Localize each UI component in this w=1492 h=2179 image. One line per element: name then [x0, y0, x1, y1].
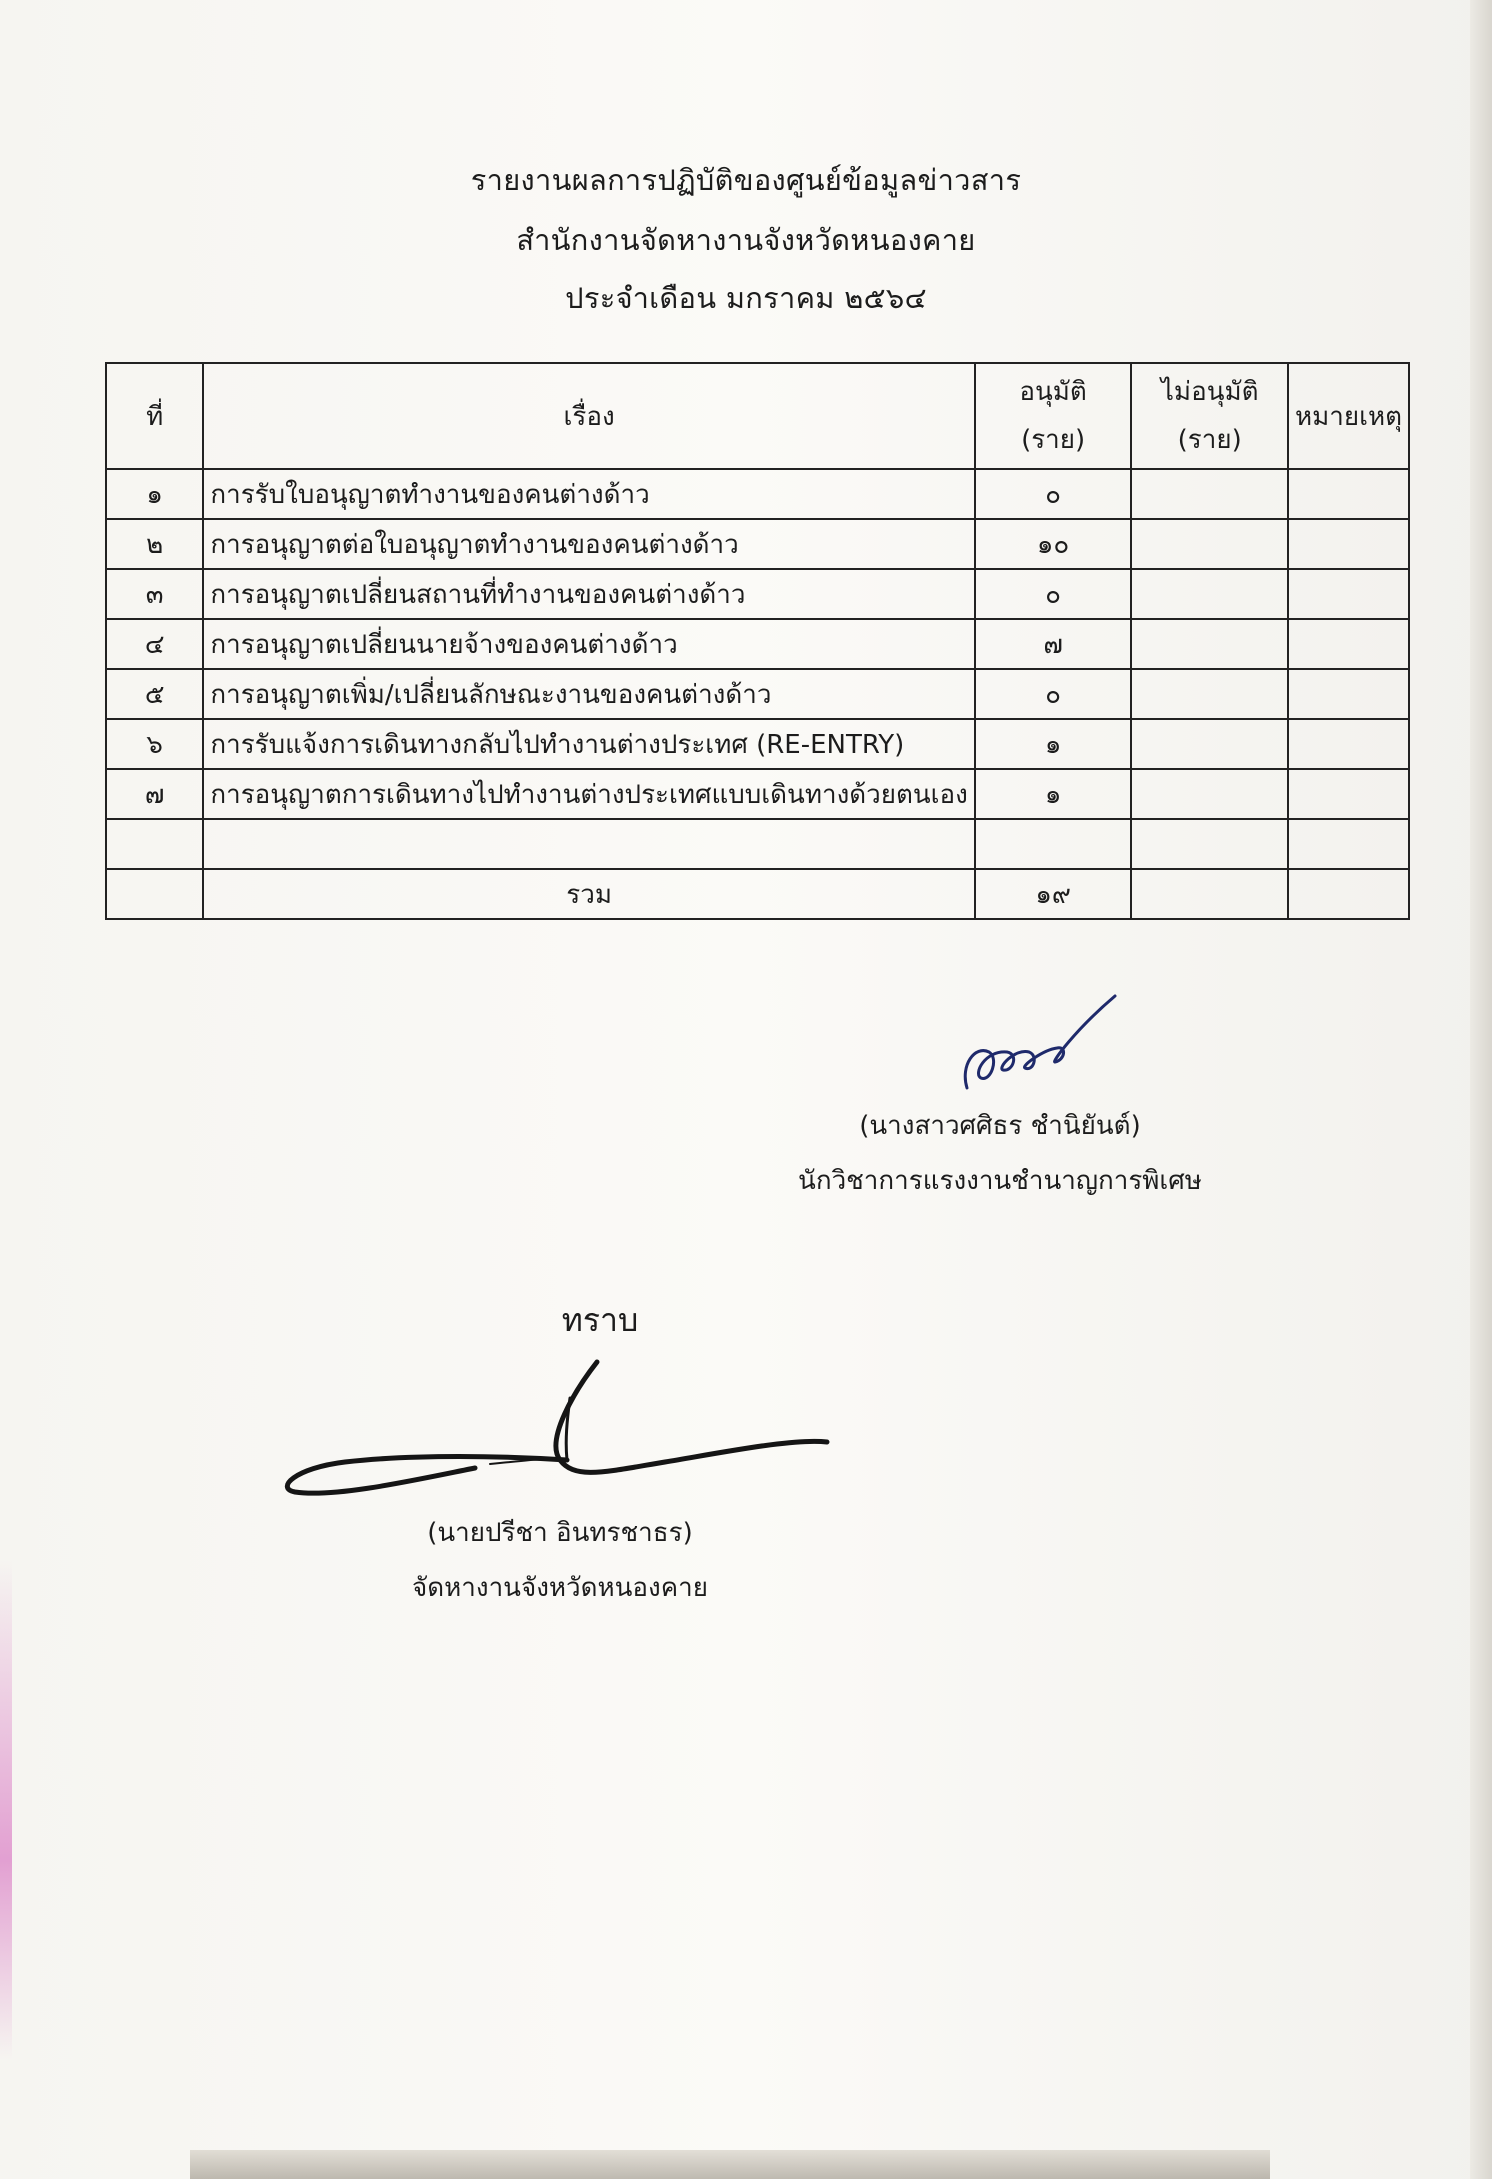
header-approved-label: อนุมัติ [1019, 377, 1087, 407]
header-not-approved [1131, 363, 1288, 469]
header-no: ที่ [106, 363, 203, 469]
table-row [106, 669, 1409, 719]
row-subject [203, 819, 974, 869]
report-title: รายงานผลการปฏิบัติของศูนย์ข้อมูลข่าวสาร [470, 163, 1022, 197]
row-not-approved [1131, 669, 1288, 719]
row-remark [1288, 519, 1409, 569]
table-row [106, 569, 1409, 619]
row-no: ๗ [106, 769, 203, 819]
total-remark [1288, 869, 1409, 919]
row-no: ๕ [106, 669, 203, 719]
row-subject: การอนุญาตเพิ่ม/เปลี่ยนลักษณะงานของคนต่างด้าว [203, 669, 974, 719]
row-no: ๑ [106, 469, 203, 519]
paper-edge [1470, 0, 1492, 2179]
row-remark [1288, 769, 1409, 819]
header-not-approved-label: ไม่อนุมัติ [1160, 377, 1259, 407]
row-subject: การรับแจ้งการเดินทางกลับไปทำงานต่างประเทศ (RE-ENTRY) [203, 719, 974, 769]
row-no: ๖ [106, 719, 203, 769]
row-remark [1288, 719, 1409, 769]
table-row [106, 769, 1409, 819]
row-no: ๓ [106, 569, 203, 619]
director-position: จัดหางานจังหวัดหนองคาย [412, 1573, 708, 1603]
row-subject: การอนุญาตการเดินทางไปทำงานต่างประเทศแบบเดินทางด้วยตนเอง [203, 769, 974, 819]
row-approved: ๑ [975, 719, 1132, 769]
row-approved: ๐ [975, 569, 1132, 619]
row-approved [975, 819, 1132, 869]
signature-officer [955, 990, 1125, 1100]
row-subject: การอนุญาตต่อใบอนุญาตทำงานของคนต่างด้าว [203, 519, 974, 569]
header-remark: หมายเหตุ [1288, 363, 1409, 469]
header-not-approved-unit: (ราย) [1177, 425, 1242, 455]
table-row [106, 819, 1409, 869]
table-row [106, 519, 1409, 569]
row-not-approved [1131, 469, 1288, 519]
row-approved: ๑๐ [975, 519, 1132, 569]
total-not-approved [1131, 869, 1288, 919]
table-row [106, 719, 1409, 769]
signature-director [275, 1350, 835, 1500]
row-not-approved [1131, 719, 1288, 769]
office-name: สำนักงานจัดหางานจังหวัดหนองคาย [516, 223, 976, 257]
row-subject: การอนุญาตเปลี่ยนสถานที่ทำงานของคนต่างด้าว [203, 569, 974, 619]
scan-artifact-strip [190, 2150, 1270, 2179]
table-total-row [106, 869, 1409, 919]
header-approved-unit: (ราย) [1021, 425, 1086, 455]
director-name: (นายปรีชา อินทรชาธร) [427, 1518, 693, 1548]
row-not-approved [1131, 619, 1288, 669]
row-approved: ๐ [975, 669, 1132, 719]
total-approved: ๑๙ [975, 869, 1132, 919]
header-approved [975, 363, 1132, 469]
row-subject: การอนุญาตเปลี่ยนนายจ้างของคนต่างด้าว [203, 619, 974, 669]
row-not-approved [1131, 569, 1288, 619]
officer-position: นักวิชาการแรงงานชำนาญการพิเศษ [798, 1166, 1202, 1196]
row-approved: ๑ [975, 769, 1132, 819]
row-subject: การรับใบอนุญาตทำงานของคนต่างด้าว [203, 469, 974, 519]
row-no: ๒ [106, 519, 203, 569]
row-remark [1288, 469, 1409, 519]
row-approved: ๗ [975, 619, 1132, 669]
background-edge [0, 1560, 12, 2060]
row-remark [1288, 619, 1409, 669]
officer-name: (นางสาวศศิธร ชำนิยันต์) [859, 1111, 1141, 1141]
row-approved: ๐ [975, 469, 1132, 519]
report-table [105, 362, 1410, 920]
acknowledged-label: ทราบ [561, 1301, 639, 1339]
table-row [106, 469, 1409, 519]
row-remark [1288, 819, 1409, 869]
table-row [106, 619, 1409, 669]
row-not-approved [1131, 519, 1288, 569]
header-subject: เรื่อง [203, 363, 974, 469]
row-no: ๔ [106, 619, 203, 669]
table-header-row [106, 363, 1409, 469]
total-no [106, 869, 203, 919]
row-not-approved [1131, 769, 1288, 819]
row-remark [1288, 569, 1409, 619]
total-label: รวม [203, 869, 974, 919]
row-remark [1288, 669, 1409, 719]
row-not-approved [1131, 819, 1288, 869]
report-period: ประจำเดือน มกราคม ๒๕๖๔ [565, 281, 927, 315]
row-no [106, 819, 203, 869]
